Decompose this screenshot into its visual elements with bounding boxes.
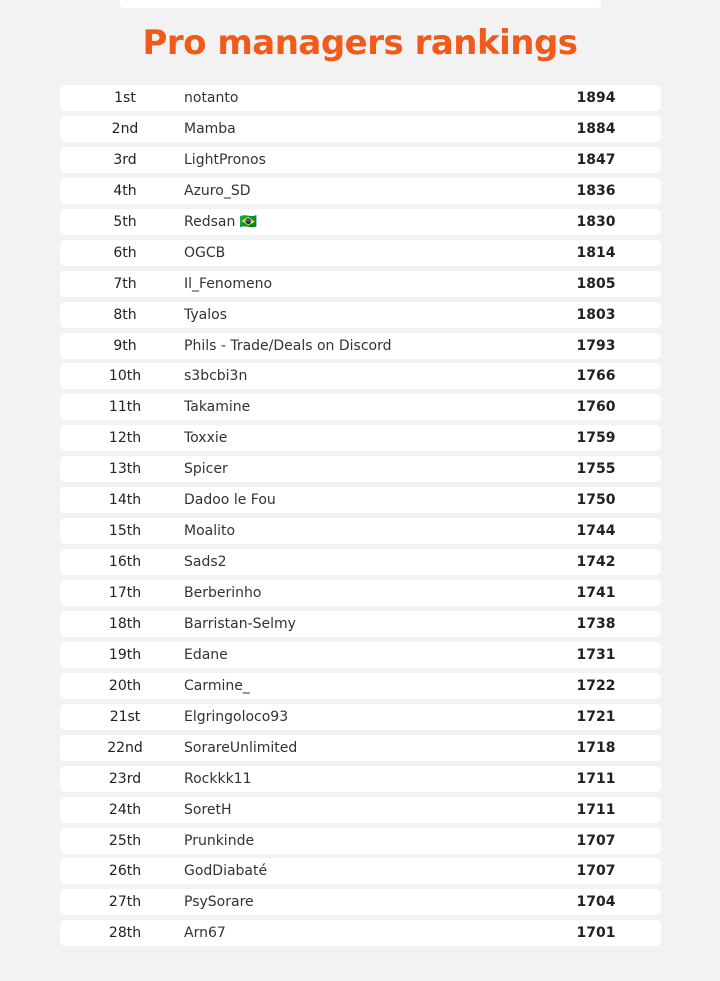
manager-score: 1803	[576, 306, 616, 323]
manager-name: Edane	[184, 646, 228, 663]
rank-label: 23rd	[108, 770, 142, 787]
rank-label: 17th	[108, 585, 142, 601]
manager-name: Prunkinde	[184, 832, 255, 849]
manager-score: 1847	[576, 151, 616, 168]
manager-score: 1836	[576, 182, 616, 199]
manager-score: 1741	[576, 585, 616, 601]
ranking-row	[60, 704, 661, 730]
manager-score: 1755	[576, 461, 616, 478]
manager-name: SoretH	[184, 801, 232, 818]
rank-label: 12th	[108, 430, 142, 447]
ranking-row	[60, 549, 661, 575]
rank-label: 26th	[108, 863, 142, 880]
rank-label: 27th	[108, 894, 142, 911]
manager-name: Berberinho	[184, 585, 262, 601]
manager-name: Sads2	[184, 554, 227, 571]
rank-label: 18th	[108, 615, 142, 632]
manager-name: OGCB	[184, 244, 226, 261]
ranking-row	[60, 735, 661, 761]
rank-label: 24th	[108, 801, 142, 818]
ranking-row	[60, 178, 661, 204]
manager-score: 1722	[576, 677, 616, 694]
manager-name: Elgringoloco93	[184, 708, 289, 725]
manager-score: 1830	[576, 213, 616, 230]
manager-score: 1750	[576, 492, 616, 509]
ranking-row	[60, 363, 661, 389]
manager-name: GodDiabaté	[184, 863, 268, 880]
ranking-row	[60, 394, 661, 420]
manager-name: Carmine_	[184, 677, 250, 694]
rank-label: 10th	[108, 368, 142, 385]
ranking-row	[60, 858, 661, 884]
rank-label: 2nd	[111, 120, 139, 137]
manager-score: 1711	[576, 770, 616, 787]
manager-name: Arn67	[184, 925, 226, 942]
rank-label: 20th	[108, 677, 142, 694]
rank-label: 9th	[113, 337, 137, 354]
rank-label: 25th	[108, 832, 142, 849]
rank-label: 5th	[113, 213, 137, 230]
page-title: Pro managers rankings	[142, 23, 578, 63]
manager-score: 1805	[576, 275, 616, 292]
ranking-row	[60, 642, 661, 668]
rank-label: 28th	[108, 925, 142, 942]
ranking-row	[60, 797, 661, 823]
manager-score: 1884	[576, 120, 616, 137]
manager-score: 1704	[576, 894, 616, 911]
manager-score: 1701	[576, 925, 616, 942]
ranking-row	[60, 271, 661, 297]
rank-label: 13th	[108, 461, 142, 478]
manager-score: 1731	[576, 646, 616, 663]
manager-score: 1894	[576, 90, 616, 106]
manager-name: PsySorare	[184, 894, 254, 911]
manager-name: notanto	[184, 90, 239, 106]
rank-label: 22nd	[107, 739, 143, 756]
manager-name: Il_Fenomeno	[184, 275, 273, 292]
rank-label: 16th	[108, 554, 142, 571]
rank-label: 15th	[108, 523, 142, 540]
ranking-row	[60, 240, 661, 266]
rank-label: 6th	[113, 244, 137, 261]
ranking-row	[60, 611, 661, 637]
top-card-edge	[120, 0, 601, 8]
ranking-row	[60, 766, 661, 792]
manager-score: 1707	[576, 863, 616, 880]
ranking-row	[60, 456, 661, 482]
rank-label: 21st	[109, 708, 141, 725]
rank-label: 4th	[113, 182, 137, 199]
ranking-row	[60, 209, 661, 235]
rankings-list	[60, 85, 661, 951]
manager-name: LightPronos	[184, 151, 266, 168]
manager-name: Barristan-Selmy	[184, 615, 296, 632]
ranking-row	[60, 333, 661, 359]
ranking-row	[60, 85, 661, 111]
manager-score: 1814	[576, 244, 616, 261]
rank-label: 19th	[108, 646, 142, 663]
rank-label: 11th	[108, 399, 142, 416]
ranking-row	[60, 147, 661, 173]
ranking-row	[60, 920, 661, 946]
manager-name: Tyalos	[184, 306, 227, 323]
rank-label: 7th	[113, 275, 137, 292]
ranking-row	[60, 828, 661, 854]
manager-score: 1707	[576, 832, 616, 849]
manager-name: Toxxie	[184, 430, 228, 447]
ranking-row	[60, 673, 661, 699]
manager-name: Phils - Trade/Deals on Discord	[184, 337, 392, 354]
manager-name: Redsan 🇧🇷	[184, 213, 258, 230]
manager-score: 1759	[576, 430, 616, 447]
manager-name: Takamine	[184, 399, 251, 416]
rank-label: 8th	[113, 306, 137, 323]
ranking-row	[60, 425, 661, 451]
manager-score: 1766	[576, 368, 616, 385]
manager-score: 1738	[576, 615, 616, 632]
rank-label: 14th	[108, 492, 142, 509]
ranking-row	[60, 487, 661, 513]
manager-score: 1793	[576, 337, 616, 354]
manager-name: Azuro_SD	[184, 182, 251, 199]
manager-name: Dadoo le Fou	[184, 492, 276, 509]
rank-label: 1st	[114, 90, 136, 106]
manager-name: Mamba	[184, 120, 236, 137]
manager-name: s3bcbi3n	[184, 368, 248, 385]
manager-score: 1744	[576, 523, 616, 540]
manager-score: 1721	[576, 708, 616, 725]
manager-name: SorareUnlimited	[184, 739, 298, 756]
rank-label: 3rd	[113, 151, 137, 168]
manager-name: Rockkk11	[184, 770, 252, 787]
ranking-row	[60, 889, 661, 915]
ranking-row	[60, 302, 661, 328]
ranking-row	[60, 580, 661, 606]
manager-score: 1742	[576, 554, 616, 571]
ranking-row	[60, 518, 661, 544]
manager-score: 1760	[576, 399, 616, 416]
manager-score: 1718	[576, 739, 616, 756]
ranking-row	[60, 116, 661, 142]
manager-name: Spicer	[184, 461, 228, 478]
manager-name: Moalito	[184, 523, 236, 540]
manager-score: 1711	[576, 801, 616, 818]
